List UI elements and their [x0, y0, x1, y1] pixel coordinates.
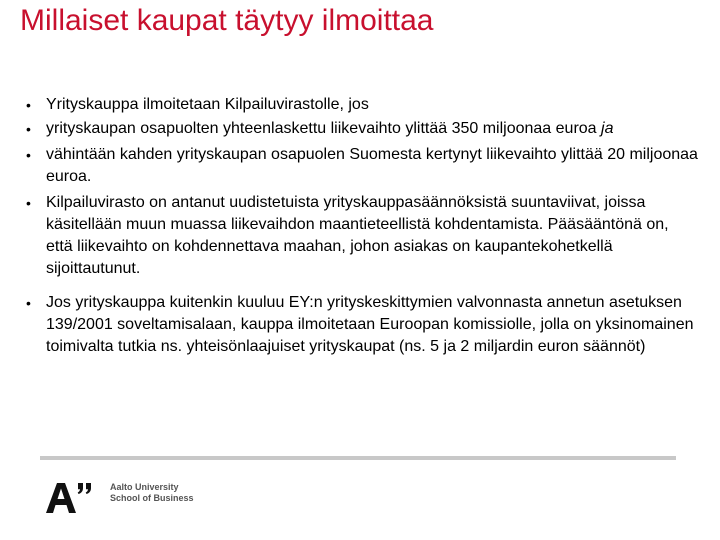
bullet-text: Jos yrityskauppa kuitenkin kuuluu EY:n yrityskeskittymien valvonnasta annetun asetuksen 139/2001 soveltamisalaan, kauppa ilmoitetaan Euroopan komissiolle, jolla on yksinomainen toimivalta tutkia ns. yhteisönlaajuiset yrityskaupat (ns. 5 ja 2 miljardin euron säännöt) — [46, 294, 694, 355]
aalto-logo-icon — [44, 481, 94, 515]
bullet-item — [18, 144, 698, 188]
bullet-text: yrityskaupan osapuolten yhteenlaskettu liikevaihto ylittää 350 miljoonaa euroa — [46, 120, 602, 137]
bullet-dot-icon: • — [26, 147, 31, 163]
footer-divider — [40, 456, 676, 460]
bullet-item — [18, 192, 698, 280]
bullet-item — [18, 118, 698, 140]
logo-line-2: School of Business — [110, 493, 194, 503]
bullet-dot-icon: • — [26, 295, 31, 311]
bullet-dot-icon: • — [26, 97, 31, 113]
bullet-emphasis: ja — [601, 120, 614, 137]
bullet-list — [18, 94, 698, 358]
bullet-dot-icon: • — [26, 121, 31, 137]
logo-line-1: Aalto University — [110, 482, 179, 492]
bullet-dot-icon: • — [26, 195, 31, 211]
bullet-text: Kilpailuvirasto on antanut uudistetuista yrityskauppasäännöksistä suuntaviivat, joissa käsitellään muun muassa liikevaihdon maantieteellistä kohdentamista. Pääsääntönä on, että liikevaihto on kohdennettava maahan, johon asiakas on kaupantekohetkellä sijoittautunut. — [46, 194, 669, 277]
bullet-text: vähintään kahden yrityskaupan osapuolen Suomesta kertynyt liikevaihto ylittää 20 miljoonaa euroa. — [46, 146, 698, 185]
aalto-logo-text — [110, 482, 194, 504]
bullet-item — [18, 94, 698, 116]
bullet-text: Yrityskauppa ilmoitetaan Kilpailuvirastolle, jos — [46, 96, 369, 113]
bullet-item — [18, 292, 698, 358]
slide-title: Millaiset kaupat täytyy ilmoittaa — [20, 4, 434, 37]
